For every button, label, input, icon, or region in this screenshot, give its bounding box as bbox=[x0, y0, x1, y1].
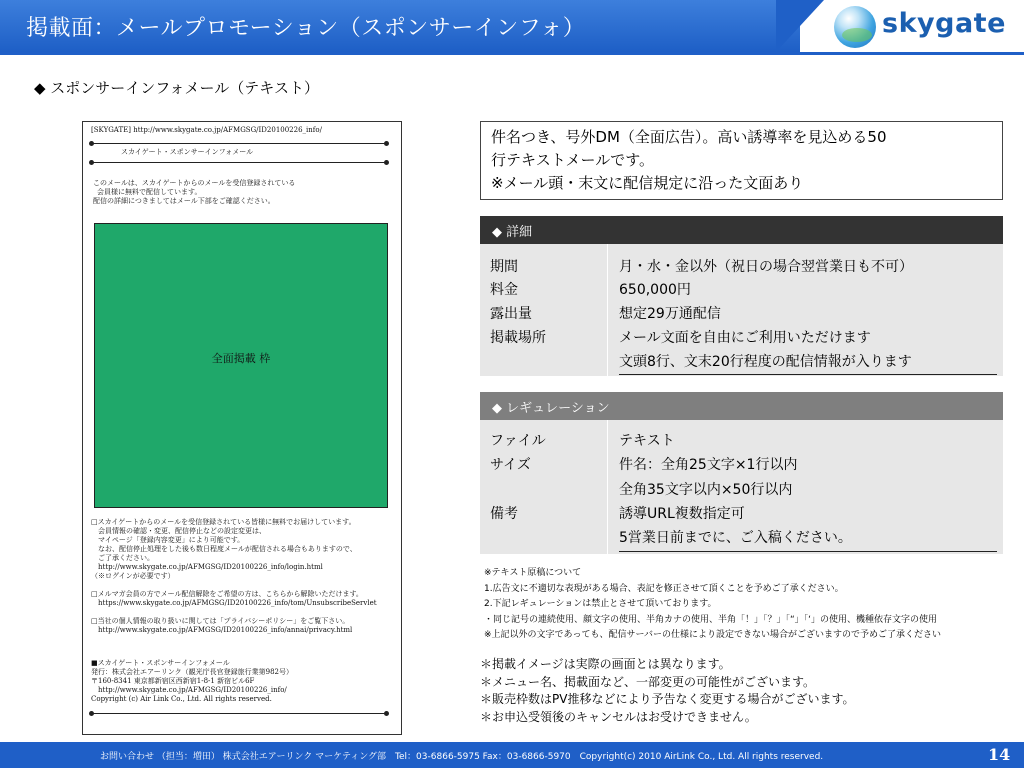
details-value-placement-note: 文頭8行、文末20行程度の配信情報が入ります bbox=[619, 354, 912, 370]
description-line: 件名つき、号外DM（全面広告）。高い誘導率を見込める50 bbox=[491, 128, 887, 146]
email-notice-line: ご了承ください。 bbox=[91, 554, 154, 562]
disclaimers bbox=[480, 656, 855, 726]
note-line: 1.広告文に不適切な表現がある場合、表記を修正させて頂くことを予めご了承ください。 bbox=[484, 583, 844, 594]
regulation-value-notes: 誘導URL複数指定可 bbox=[619, 506, 745, 522]
details-value-period: 月・水・金以外（祝日の場合翌営業日も不可） bbox=[619, 259, 913, 275]
email-footer bbox=[91, 659, 293, 704]
email-notice-line: □メルマガ会員の方でメール配信解除をご希望の方は、こちらから解除いただけます。 bbox=[91, 590, 363, 598]
title-bar bbox=[0, 0, 800, 52]
email-sponsor-name: スカイゲート・スポンサーインフォメール bbox=[121, 148, 254, 156]
email-footer-line: 〒160-8341 東京都新宿区西新宿1-8-1 新宿ビル6F bbox=[91, 677, 255, 685]
section-heading: ◆ スポンサーインフォメール（テキスト） bbox=[34, 79, 319, 97]
footer-contact: お問い合わせ （担当：増田） 株式会社エアーリンク マーケティング部 Tel：03-6866-5975 Fax：03-6866-5970 Copyright(c) 2010 AirLink Co., Ltd. All rights reserved. bbox=[100, 752, 824, 762]
details-column-divider bbox=[607, 244, 608, 376]
full-ad-area-label: 全面掲載 枠 bbox=[211, 352, 271, 365]
email-notice bbox=[91, 518, 377, 635]
regulation-underline bbox=[619, 551, 997, 552]
description-line: 行テキストメールです。 bbox=[491, 151, 655, 169]
skygate-logo bbox=[834, 4, 1004, 48]
note-line: ※上記以外の文字であっても、配信サーバーの仕様により設定できない場合がございますので予めご了承ください bbox=[484, 630, 942, 640]
regulation-label-file: ファイル bbox=[490, 433, 546, 449]
disclaimer-item: ＊お申込受領後のキャンセルはお受けできません。 bbox=[480, 709, 757, 724]
email-footer-line: http://www.skygate.co.jp/AFMGSG/ID20100226_info/ bbox=[91, 686, 287, 694]
email-rule-bottom bbox=[91, 162, 387, 163]
email-url-line: [SKYGATE] http://www.skygate.co.jp/AFMGSG/ID20100226_info/ bbox=[91, 126, 322, 134]
regulation-label-size: サイズ bbox=[490, 457, 531, 473]
details-label-placement: 掲載場所 bbox=[490, 330, 546, 346]
note-line: ※テキスト原稿について bbox=[484, 568, 582, 578]
page-number: 14 bbox=[988, 745, 1011, 764]
details-label-period: 期間 bbox=[490, 259, 518, 275]
email-rule-end bbox=[91, 713, 387, 714]
note-line: 2.下記レギュレーションは禁止とさせて頂いております。 bbox=[484, 599, 717, 609]
regulation-label-notes: 備考 bbox=[490, 506, 518, 522]
email-notice-line: □スカイゲートからのメールを受信登録されている皆様に無料でお届けしています。 bbox=[91, 518, 356, 526]
details-value-exposure: 想定29万通配信 bbox=[619, 306, 721, 322]
email-footer-line: ■スカイゲート・スポンサーインフォメール bbox=[91, 659, 230, 667]
email-intro-line: 会員様に無料で配信しています。 bbox=[97, 188, 202, 196]
header-divider bbox=[0, 52, 1024, 55]
disclaimer-item: ＊メニュー名、掲載面など、一部変更の可能性がございます。 bbox=[480, 674, 816, 689]
regulation-heading: ◆ レギュレーション bbox=[480, 392, 1003, 420]
regulation-column-divider bbox=[607, 420, 608, 554]
email-intro-line: 配信の詳細につきましてはメール下部をご確認ください。 bbox=[93, 197, 275, 205]
email-notice-line: （※ログインが必要です） bbox=[91, 572, 175, 580]
note-line: ・同じ記号の連続使用、顔文字の使用、半角カナの使用、半角「！」「？」「“」「‘」の使用、機種依存文字の使用 bbox=[484, 614, 938, 625]
disclaimer-item: ＊販売枠数はPV推移などにより予告なく変更する場合がございます。 bbox=[480, 692, 855, 706]
email-notice-line: 会員情報の確認・変更、配信停止などの設定変更は、 bbox=[91, 527, 266, 535]
details-value-placement: メール文面を自由にご利用いただけます bbox=[619, 330, 871, 346]
details-value-price: 650,000円 bbox=[619, 282, 691, 298]
regulation-table bbox=[480, 420, 1003, 554]
details-underline bbox=[619, 374, 997, 375]
description-line: ※メール頭・末文に配信規定に沿った文面あり bbox=[491, 174, 804, 192]
email-preview bbox=[82, 121, 402, 735]
globe-icon bbox=[834, 6, 876, 48]
full-ad-area bbox=[94, 223, 388, 508]
logo-text: skygate bbox=[882, 8, 1006, 39]
description-box bbox=[480, 121, 1003, 200]
email-notice-line: □当社の個人情報の取り扱いに関しては「プライバシーポリシー」をご覧下さい。 bbox=[91, 617, 350, 625]
regulation-value-size-body: 全角35文字以内×50行以内 bbox=[619, 482, 793, 498]
slide-header bbox=[0, 0, 1024, 56]
email-footer-line: 発行：株式会社エアーリンク（観光庁長官登録旅行業第982号） bbox=[91, 668, 294, 676]
email-notice-line: http://www.skygate.co.jp/AFMGSG/ID20100226_info/login.html bbox=[91, 563, 323, 571]
details-heading: ◆ 詳細 bbox=[480, 216, 1003, 244]
slide-footer bbox=[0, 742, 1024, 768]
details-label-price: 料金 bbox=[490, 282, 518, 298]
regulation-value-file: テキスト bbox=[619, 433, 675, 449]
regulation-value-size: 件名：全角25文字×1行以内 bbox=[619, 457, 798, 473]
email-notice-spacer bbox=[91, 608, 377, 617]
details-table bbox=[480, 244, 1003, 376]
email-notice-spacer bbox=[91, 581, 377, 590]
email-notice-line: なお、配信停止処理をした後も数日程度メールが配信される場合もありますので、 bbox=[91, 545, 357, 553]
regulation-value-deadline: 5営業日前までに、ご入稿ください。 bbox=[619, 530, 852, 546]
email-notice-line: http://www.skygate.co.jp/AFMGSG/ID20100226_info/annai/privacy.html bbox=[91, 626, 353, 634]
email-intro bbox=[93, 179, 295, 206]
details-label-exposure: 露出量 bbox=[490, 306, 532, 322]
email-notice-line: https://www.skygate.co.jp/AFMGSG/ID20100226_info/tom/UnsubscribeServlet bbox=[91, 599, 377, 607]
title-bar-notch bbox=[776, 0, 824, 52]
email-intro-line: このメールは、スカイゲートからのメールを受信登録されている bbox=[93, 179, 296, 187]
email-footer-line: Copyright (c) Air Link Co., Ltd. All rights reserved. bbox=[91, 695, 272, 703]
email-rule-top bbox=[91, 143, 387, 144]
disclaimer-item: ＊掲載イメージは実際の画面とは異なります。 bbox=[480, 657, 731, 671]
text-manuscript-notes bbox=[484, 566, 941, 644]
email-notice-line: マイページ「登録内容変更」により可能です。 bbox=[91, 536, 245, 544]
page-title: 掲載面：メールプロモーション（スポンサーインフォ） bbox=[26, 16, 586, 41]
